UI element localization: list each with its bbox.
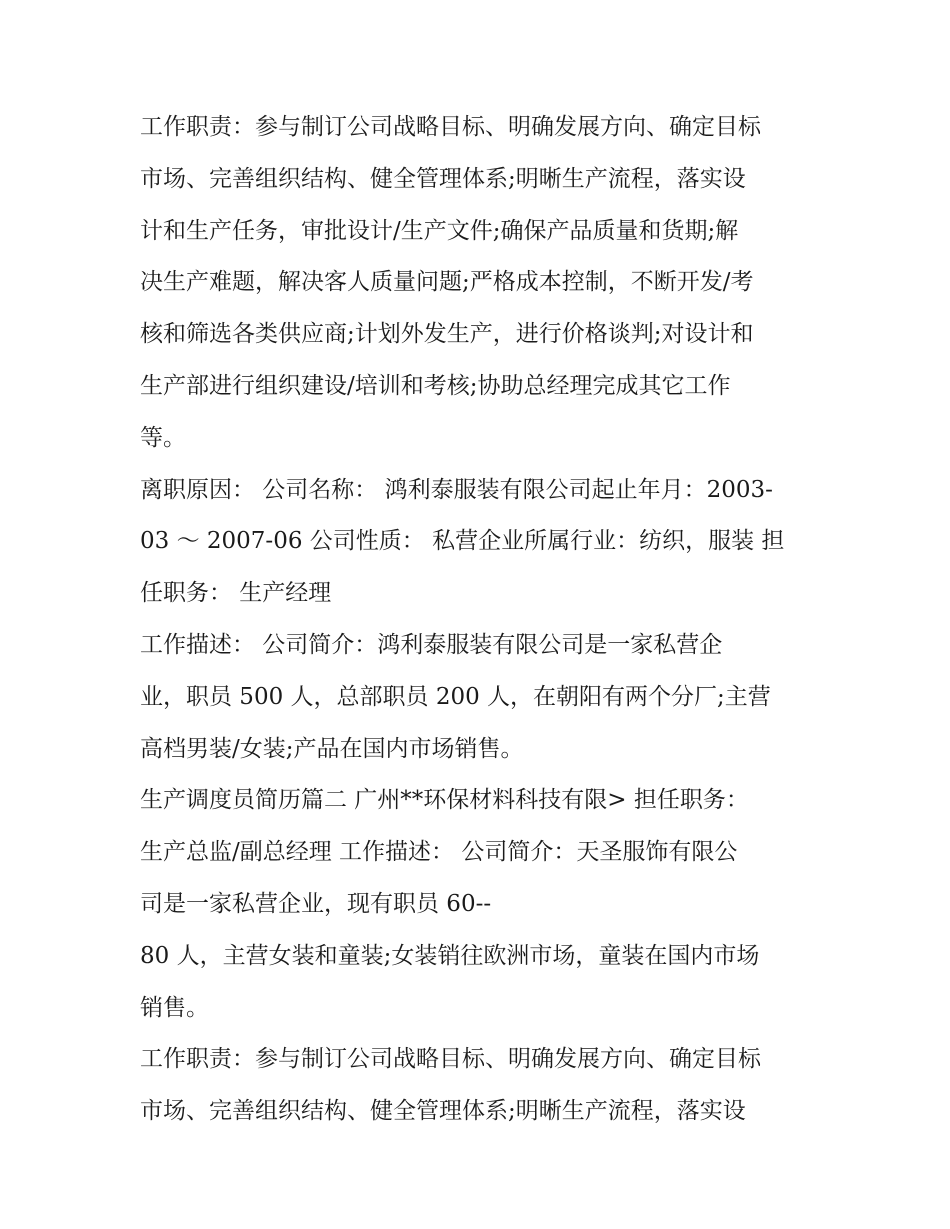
text-line: 决生产难题，解决客人质量问题;严格成本控制，不断开发/考	[140, 269, 754, 296]
text-line: 高档男装/女装;产品在国内市场销售。	[140, 735, 524, 762]
text-line: 工作职责：参与制订公司战略目标、明确发展方向、确定目标	[140, 1046, 761, 1073]
text-line: 生产调度员简历篇二 广州**环保材料科技有限> 担任职务：	[140, 787, 749, 814]
text-line: 03 ～ 2007-06 公司性质： 私营企业所属行业：纺织，服装 担	[140, 528, 785, 555]
text-line: 市场、完善组织结构、健全管理体系;明晰生产流程，落实设	[140, 165, 746, 192]
text-line: 核和筛选各类供应商;计划外发生产，进行价格谈判;对设计和	[140, 321, 754, 348]
text-line: 市场、完善组织结构、健全管理体系;明晰生产流程，落实设	[140, 1098, 746, 1125]
text-line: 等。	[140, 424, 186, 451]
text-line: 计和生产任务，审批设计/生产文件;确保产品质量和货期;解	[140, 217, 739, 244]
text-line: 生产总监/副总经理 工作描述： 公司简介：天圣服饰有限公	[140, 839, 738, 866]
text-line: 离职原因： 公司名称： 鸿利泰服装有限公司起止年月：2003-	[140, 476, 773, 503]
text-line: 80 人，主营女装和童装;女装销往欧洲市场，童装在国内市场	[140, 942, 760, 969]
text-line: 生产部进行组织建设/培训和考核;协助总经理完成其它工作	[140, 372, 731, 399]
document-body	[140, 108, 820, 1144]
text-line: 工作职责：参与制订公司战略目标、明确发展方向、确定目标	[140, 114, 761, 140]
text-line: 销售。	[140, 994, 209, 1021]
text-line: 任职务： 生产经理	[140, 580, 332, 607]
text-line: 工作描述： 公司简介：鸿利泰服装有限公司是一家私营企	[140, 631, 723, 658]
text-line: 司是一家私营企业，现有职员 60--	[140, 890, 492, 917]
text-line: 业，职员 500 人，总部职员 200 人，在朝阳有两个分厂;主营	[140, 683, 771, 710]
